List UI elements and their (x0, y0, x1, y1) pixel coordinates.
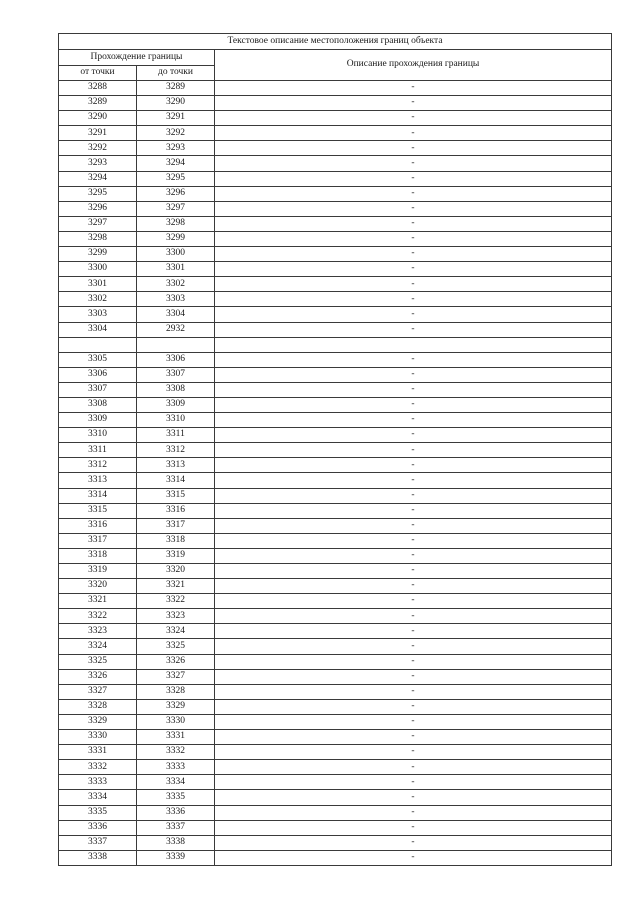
cell-to-point: 3300 (137, 247, 215, 262)
table-row (59, 171, 612, 186)
cell-to-point: 3301 (137, 262, 215, 277)
cell-to-point: 3317 (137, 518, 215, 533)
cell-description: - (215, 352, 612, 367)
table-row (59, 428, 612, 443)
cell-to-point: 3339 (137, 850, 215, 865)
cell-to-point: 3307 (137, 367, 215, 382)
cell-to-point: 3327 (137, 669, 215, 684)
cell-from-point: 3300 (59, 262, 137, 277)
cell-from-point: 3326 (59, 669, 137, 684)
cell-description: - (215, 111, 612, 126)
cell-description: - (215, 201, 612, 216)
cell-from-point: 3323 (59, 624, 137, 639)
cell-description: - (215, 624, 612, 639)
table-row (59, 730, 612, 745)
cell-description: - (215, 745, 612, 760)
cell-from-point: 3288 (59, 81, 137, 96)
cell-to-point: 3296 (137, 186, 215, 201)
table-row (59, 231, 612, 246)
table-row (59, 96, 612, 111)
group-header-boundary-passage: Прохождение границы (59, 50, 215, 66)
cell-description: - (215, 126, 612, 141)
cell-from-point: 3290 (59, 111, 137, 126)
cell-to-point: 3312 (137, 443, 215, 458)
cell-description: - (215, 186, 612, 201)
table-title: Текстовое описание местоположения границ объекта (59, 34, 612, 50)
column-header-description: Описание прохождения границы (215, 50, 612, 81)
table-row (59, 111, 612, 126)
table-row (59, 322, 612, 337)
cell-description: - (215, 397, 612, 412)
cell-from-point: 3294 (59, 171, 137, 186)
cell-to-point: 3334 (137, 775, 215, 790)
cell-from-point: 3310 (59, 428, 137, 443)
cell-from-point: 3328 (59, 699, 137, 714)
cell-to-point: 3308 (137, 382, 215, 397)
cell-description: - (215, 141, 612, 156)
cell-to-point: 3295 (137, 171, 215, 186)
cell-description: - (215, 714, 612, 729)
table-row (59, 564, 612, 579)
cell-description: - (215, 428, 612, 443)
table-row (59, 805, 612, 820)
table-body (59, 81, 612, 866)
cell-from-point: 3307 (59, 382, 137, 397)
table-row (59, 126, 612, 141)
cell-to-point: 3328 (137, 684, 215, 699)
table-row (59, 820, 612, 835)
cell-from-point: 3320 (59, 579, 137, 594)
table-row (59, 533, 612, 548)
table-row (59, 669, 612, 684)
cell-to-point: 3336 (137, 805, 215, 820)
table-row (59, 337, 612, 352)
cell-description: - (215, 639, 612, 654)
cell-from-point: 3293 (59, 156, 137, 171)
cell-from-point: 3318 (59, 548, 137, 563)
table-row (59, 609, 612, 624)
cell-from-point: 3299 (59, 247, 137, 262)
cell-to-point: 3321 (137, 579, 215, 594)
cell-description: - (215, 231, 612, 246)
cell-to-point: 3316 (137, 503, 215, 518)
cell-to-point: 3291 (137, 111, 215, 126)
cell-from-point: 3302 (59, 292, 137, 307)
cell-from-point: 3306 (59, 367, 137, 382)
cell-description: - (215, 850, 612, 865)
cell-description: - (215, 820, 612, 835)
cell-from-point: 3295 (59, 186, 137, 201)
cell-description: - (215, 96, 612, 111)
table-row (59, 760, 612, 775)
cell-description: - (215, 699, 612, 714)
cell-description: - (215, 307, 612, 322)
table-row (59, 684, 612, 699)
cell-description: - (215, 669, 612, 684)
cell-description: - (215, 760, 612, 775)
cell-from-point: 3330 (59, 730, 137, 745)
cell-description: - (215, 216, 612, 231)
cell-from-point: 3321 (59, 594, 137, 609)
cell-to-point: 3293 (137, 141, 215, 156)
table-row (59, 277, 612, 292)
cell-from-point: 3317 (59, 533, 137, 548)
cell-description: - (215, 443, 612, 458)
table-row (59, 654, 612, 669)
table-row (59, 699, 612, 714)
table-row (59, 714, 612, 729)
cell-from-point: 3301 (59, 277, 137, 292)
cell-description: - (215, 564, 612, 579)
cell-to-point: 3292 (137, 126, 215, 141)
cell-to-point: 3304 (137, 307, 215, 322)
cell-from-point: 3332 (59, 760, 137, 775)
table-row (59, 790, 612, 805)
cell-from-point (59, 337, 137, 352)
table-row (59, 156, 612, 171)
cell-to-point: 3311 (137, 428, 215, 443)
cell-description: - (215, 458, 612, 473)
cell-to-point: 3306 (137, 352, 215, 367)
boundary-description-table (58, 33, 612, 866)
cell-description: - (215, 835, 612, 850)
table-row (59, 201, 612, 216)
cell-to-point: 3329 (137, 699, 215, 714)
cell-to-point: 3309 (137, 397, 215, 412)
table-row (59, 216, 612, 231)
table-row (59, 307, 612, 322)
cell-description: - (215, 684, 612, 699)
column-header-to-point: до точки (137, 66, 215, 81)
cell-to-point: 3310 (137, 413, 215, 428)
cell-to-point: 3322 (137, 594, 215, 609)
cell-from-point: 3291 (59, 126, 137, 141)
cell-from-point: 3327 (59, 684, 137, 699)
cell-to-point: 3302 (137, 277, 215, 292)
cell-to-point: 3337 (137, 820, 215, 835)
cell-description: - (215, 805, 612, 820)
table-row (59, 352, 612, 367)
cell-description: - (215, 277, 612, 292)
cell-from-point: 3314 (59, 488, 137, 503)
cell-to-point: 3324 (137, 624, 215, 639)
cell-to-point: 3330 (137, 714, 215, 729)
cell-to-point: 3323 (137, 609, 215, 624)
cell-from-point: 3325 (59, 654, 137, 669)
cell-from-point: 3304 (59, 322, 137, 337)
table-row (59, 141, 612, 156)
cell-to-point: 3314 (137, 473, 215, 488)
table-row (59, 548, 612, 563)
cell-description: - (215, 730, 612, 745)
cell-to-point: 3319 (137, 548, 215, 563)
cell-to-point: 3338 (137, 835, 215, 850)
cell-to-point: 3326 (137, 654, 215, 669)
table-row (59, 382, 612, 397)
cell-from-point: 3338 (59, 850, 137, 865)
cell-description: - (215, 247, 612, 262)
cell-description: - (215, 488, 612, 503)
cell-to-point (137, 337, 215, 352)
cell-from-point: 3308 (59, 397, 137, 412)
cell-from-point: 3324 (59, 639, 137, 654)
cell-description: - (215, 790, 612, 805)
cell-description: - (215, 775, 612, 790)
column-header-from-point: от точки (59, 66, 137, 81)
table-row (59, 594, 612, 609)
cell-from-point: 3311 (59, 443, 137, 458)
table-row (59, 639, 612, 654)
cell-from-point: 3305 (59, 352, 137, 367)
cell-to-point: 3294 (137, 156, 215, 171)
cell-to-point: 3290 (137, 96, 215, 111)
cell-from-point: 3331 (59, 745, 137, 760)
table-row (59, 292, 612, 307)
cell-description: - (215, 171, 612, 186)
cell-to-point: 3332 (137, 745, 215, 760)
table-row (59, 488, 612, 503)
cell-to-point: 3335 (137, 790, 215, 805)
cell-to-point: 3318 (137, 533, 215, 548)
cell-from-point: 3329 (59, 714, 137, 729)
cell-to-point: 3313 (137, 458, 215, 473)
cell-from-point: 3316 (59, 518, 137, 533)
cell-description: - (215, 518, 612, 533)
cell-to-point: 2932 (137, 322, 215, 337)
table-row (59, 850, 612, 865)
cell-to-point: 3331 (137, 730, 215, 745)
cell-from-point: 3315 (59, 503, 137, 518)
cell-to-point: 3297 (137, 201, 215, 216)
cell-to-point: 3303 (137, 292, 215, 307)
cell-from-point: 3298 (59, 231, 137, 246)
table-row (59, 443, 612, 458)
cell-from-point: 3334 (59, 790, 137, 805)
cell-description: - (215, 413, 612, 428)
table-row (59, 775, 612, 790)
cell-description: - (215, 594, 612, 609)
cell-from-point: 3333 (59, 775, 137, 790)
cell-to-point: 3299 (137, 231, 215, 246)
cell-to-point: 3320 (137, 564, 215, 579)
table-row (59, 624, 612, 639)
cell-description: - (215, 609, 612, 624)
table-row (59, 397, 612, 412)
cell-to-point: 3289 (137, 81, 215, 96)
cell-from-point: 3289 (59, 96, 137, 111)
cell-description: - (215, 579, 612, 594)
cell-from-point: 3313 (59, 473, 137, 488)
table-row (59, 367, 612, 382)
table-row (59, 835, 612, 850)
cell-description: - (215, 156, 612, 171)
cell-from-point: 3335 (59, 805, 137, 820)
cell-from-point: 3292 (59, 141, 137, 156)
table-row (59, 186, 612, 201)
table-row (59, 247, 612, 262)
table-row (59, 458, 612, 473)
table-row (59, 518, 612, 533)
cell-from-point: 3322 (59, 609, 137, 624)
cell-description: - (215, 81, 612, 96)
cell-description: - (215, 503, 612, 518)
table-row (59, 579, 612, 594)
cell-description: - (215, 367, 612, 382)
cell-from-point: 3303 (59, 307, 137, 322)
table-row (59, 473, 612, 488)
cell-description: - (215, 548, 612, 563)
table-row (59, 81, 612, 96)
cell-description: - (215, 322, 612, 337)
cell-from-point: 3312 (59, 458, 137, 473)
cell-to-point: 3315 (137, 488, 215, 503)
cell-from-point: 3336 (59, 820, 137, 835)
table-row (59, 413, 612, 428)
cell-description: - (215, 533, 612, 548)
cell-to-point: 3298 (137, 216, 215, 231)
cell-description: - (215, 473, 612, 488)
cell-from-point: 3319 (59, 564, 137, 579)
cell-description: - (215, 292, 612, 307)
cell-to-point: 3333 (137, 760, 215, 775)
cell-to-point: 3325 (137, 639, 215, 654)
table-row (59, 503, 612, 518)
table-row (59, 262, 612, 277)
cell-from-point: 3296 (59, 201, 137, 216)
cell-from-point: 3309 (59, 413, 137, 428)
table-row (59, 745, 612, 760)
cell-description: - (215, 382, 612, 397)
cell-description: - (215, 654, 612, 669)
cell-description: - (215, 262, 612, 277)
cell-from-point: 3337 (59, 835, 137, 850)
cell-description (215, 337, 612, 352)
cell-from-point: 3297 (59, 216, 137, 231)
